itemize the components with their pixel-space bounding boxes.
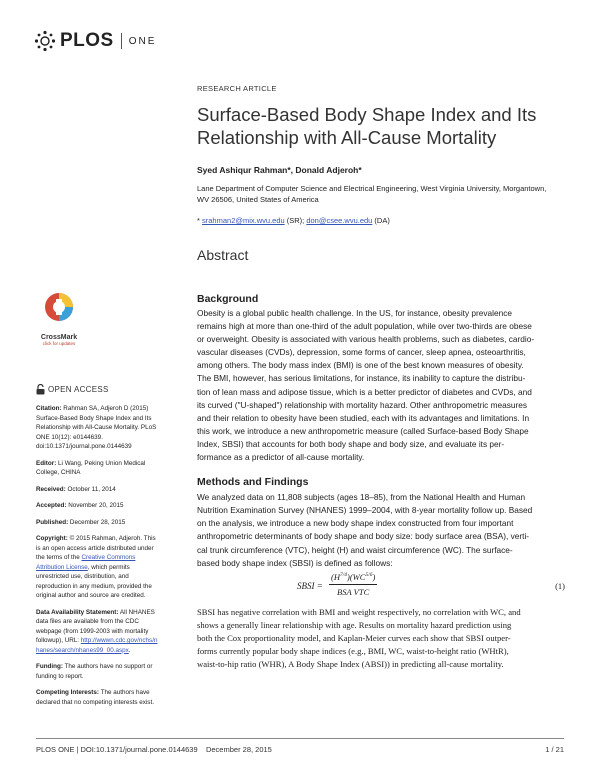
article-title: Surface-Based Body Shape Index and Its Relationship with All-Cause Mortality xyxy=(197,104,537,148)
open-access-label: OPEN ACCESS xyxy=(48,384,109,394)
crossmark-icon xyxy=(43,291,75,327)
formula-numerator: $(H^{7/4})(WC^{5/6})$ xyxy=(329,572,377,585)
footer-citation: PLOS ONE | DOI:10.1371/journal.pone.0144639 December 28, 2015 xyxy=(36,745,272,754)
crossmark-label: CrossMark xyxy=(40,334,78,341)
equation-number: (1) xyxy=(555,580,565,591)
open-access xyxy=(36,384,158,395)
author-list: Syed Ashiqur Rahman*, Donald Adjeroh* xyxy=(197,165,362,175)
crossmark-sub: click for updates xyxy=(42,341,76,346)
page-footer xyxy=(36,738,564,754)
affiliation: Lane Department of Computer Science and Electrical Engineering, West Virginia University, Morgantown, WV 26506, United States of America xyxy=(197,184,547,204)
received-date: Received: October 11, 2014 xyxy=(36,485,116,493)
email-link-adjeroh[interactable]: don@csee.wvu.edu xyxy=(306,216,373,225)
data-availability: Data Availability Statement: All NHANES data files are available from the CDC webpage (from 1999-2003 with mortality followup), URL: http://wwwn.cdc.gov/nchs/nhanes/search/nhanes99_00.aspx. xyxy=(36,608,158,654)
editor: Editor: Li Wang, Peking Union Medical College, CHINA xyxy=(36,459,146,476)
formula-denominator: BSA VTC xyxy=(337,586,370,597)
copyright: Copyright: © 2015 Rahman, Adjeroh. This is an open access article distributed under the terms of the Creative Commons Attribution License, which permits unrestricted use, distribution, and reproduction in any medium, provided the original author and source are credited. xyxy=(36,535,156,599)
plos-logo-icon xyxy=(34,30,56,52)
citation: Citation: Rahman SA, Adjeroh D (2015) Surface-Based Body Shape Index and Its Relationship with All-Cause Mortality. PLoS ONE 10(12): e0144639. doi:10.1371/journal.pone.0144639 xyxy=(36,405,157,450)
abstract-heading: Abstract xyxy=(197,247,249,263)
page-number: 1 / 21 xyxy=(545,745,564,754)
competing-interests: Competing Interests: The authors have declared that no competing interests exist. xyxy=(36,689,154,706)
cdc-data-link[interactable]: http://wwwn.cdc.gov/nchs/nhanes/search/nhanes99_00.aspx xyxy=(36,637,158,654)
sbsi-formula xyxy=(197,572,565,602)
article-sidebar xyxy=(36,384,158,714)
methods-heading: Methods and Findings xyxy=(197,476,309,489)
published-date: Published: December 28, 2015 xyxy=(36,518,126,526)
journal-subname: ONE xyxy=(128,35,157,47)
license-link[interactable]: Creative Commons Attribution License xyxy=(36,554,136,571)
author-emails: * srahman2@mix.wvu.edu (SR); don@csee.wvu.edu (DA) xyxy=(197,216,390,225)
journal-logo[interactable] xyxy=(34,30,156,52)
background-heading: Background xyxy=(197,293,259,305)
article-main xyxy=(197,84,565,671)
methods-text-continued: SBSI has negative correlation with BMI and weight respectively, no correlation with WC, and shows a generally linear relationship with age. Results on mortality hazard prediction using both the Cox proportionality model, and Kaplan-Meier curves each show that SBSI outper- forms currently popular body shape indices (e.g., BMI, WC, waist-to-height ratio (WHtR), waist-to-hip ratio (WHR), A Body Shape Index (ABSI)) in predicting all-cause mortality. xyxy=(197,606,521,670)
crossmark-badge[interactable] xyxy=(36,291,82,346)
methods-text: We analyzed data on 11,808 subjects (ages 18–85), from the National Health and Human Nutrition Examination Survey (NHANES) 1999–2004, with 8-year mortality follow up. Based on the analysis, we introduce a new body shape index constructed from four important anthropometric determinants of body shape and body size: body surface area (BSA), verti- cal trunk circumference (VTC), height (H) and waist circumference (WC). The surface- based body shape index (SBSI) is defined as follows: xyxy=(197,492,533,568)
unlock-icon xyxy=(36,384,45,395)
formula-fraction xyxy=(329,572,377,597)
background-text: Obesity is a global public health challenge. In the US, for instance, obesity prevalence remains high at more than one-third of the adult population, while over two-thirds are obese or overweight. Obesity is associated with various health problems, such as diabetes, cardio- vascular diseases (CVDs), depression, some forms of cancer, sleep apnea, osteoarthritis, among others. The body mass index (BMI) is one of the best known measures of obesity. The BMI, however, has serious limitations, for instance, its inability to capture the distribu- tion of lean mass and adipose tissue, which is a better predictor of diabetes and CVDs, and its curved ("U-shaped") relationship with mortality hazard. Other anthropometric measures and their relation to obesity have been studied, each with its advantages and limitations. In this work, we introduce a new anthropometric measure (called Surface-based Body Shape Index, SBSI) that accounts for both body shape and body size, and evaluate its per- formance as a predictor of all-cause mortality. xyxy=(197,308,535,463)
accepted-date: Accepted: November 20, 2015 xyxy=(36,502,124,509)
logo-divider xyxy=(121,33,122,49)
email-link-rahman[interactable]: srahman2@mix.wvu.edu xyxy=(202,216,285,225)
funding: Funding: The authors have no support or funding to report. xyxy=(36,663,153,680)
article-type: RESEARCH ARTICLE xyxy=(197,84,277,93)
formula-lhs: SBSI = xyxy=(297,580,323,591)
journal-name: PLOS xyxy=(60,30,114,51)
